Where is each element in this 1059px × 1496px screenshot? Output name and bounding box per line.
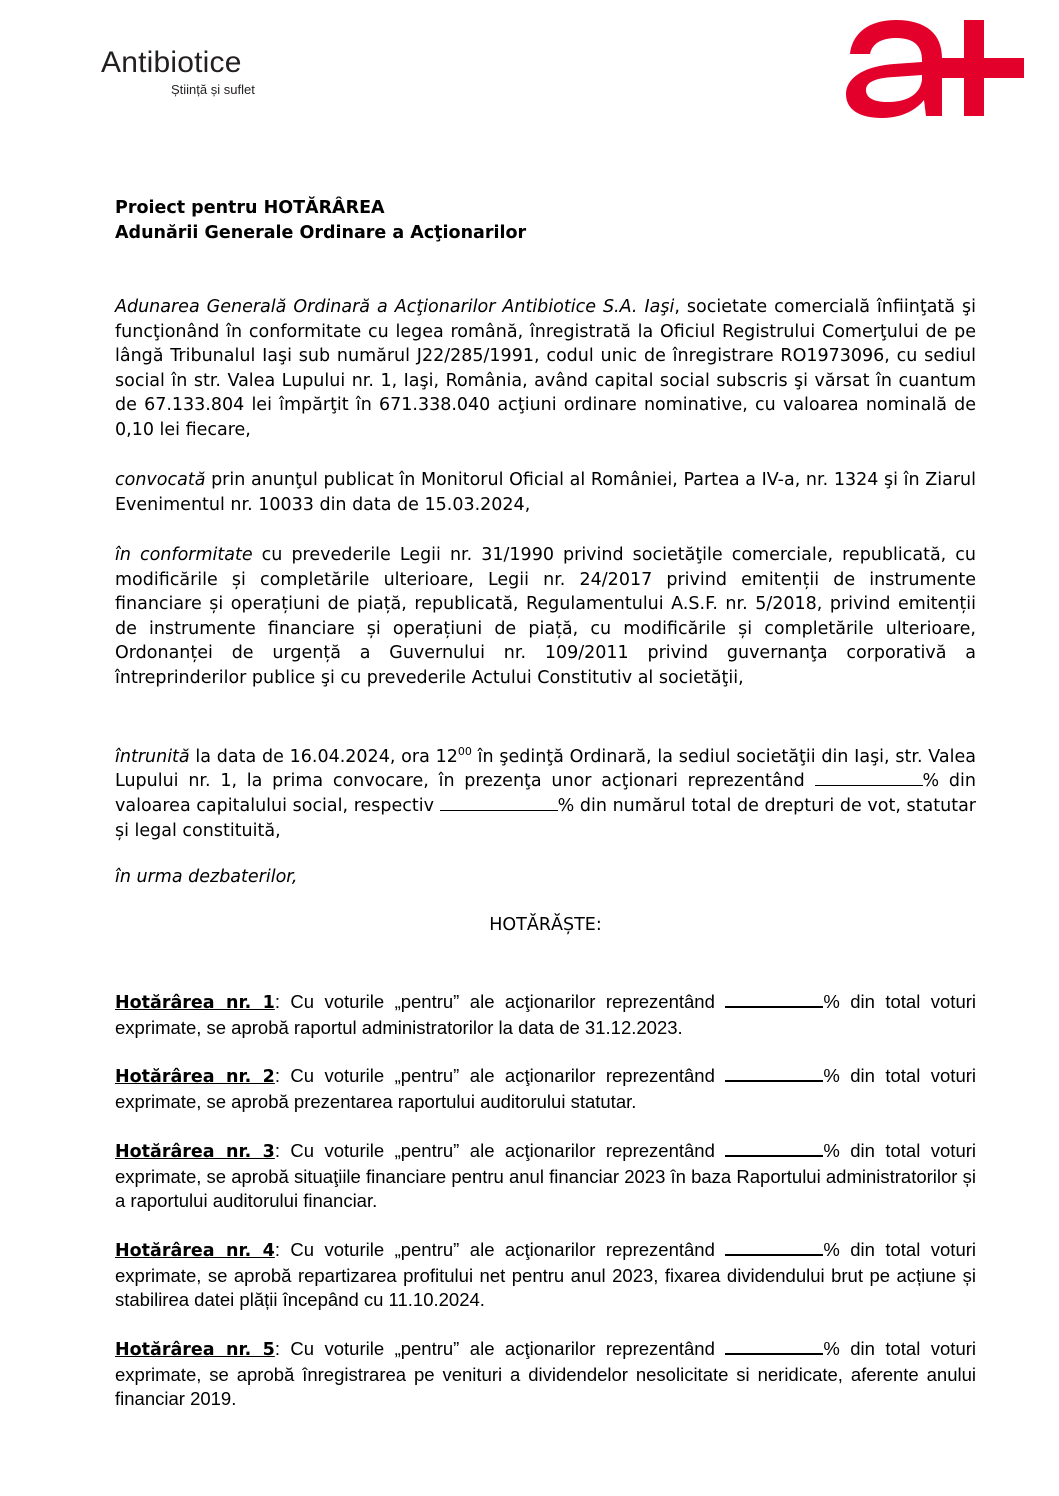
heading-line-2: Adunării Generale Ordinare a Acţionarilor xyxy=(115,223,527,243)
intro-paragraph xyxy=(115,295,976,443)
convocata-text: prin anunţul publicat în Monitorul Oficial al României, Partea a IV-a, nr. 1324 şi în Ziarul Evenimentul nr. 10033 din data de 15.03.2024, xyxy=(115,470,976,515)
resolution-2 xyxy=(115,1063,976,1114)
resolution-5-label: Hotărârea nr. 5 xyxy=(115,1340,275,1360)
resolution-3-pre: : Cu voturile „pentru” ale acţionarilor reprezentând xyxy=(274,1140,726,1161)
intro-lead: Adunarea Generală Ordinară a Acţionarilor Antibiotice S.A. Iaşi xyxy=(115,297,675,317)
intrunita-lead: întrunită xyxy=(115,746,190,767)
conformitate-paragraph xyxy=(115,543,976,691)
resolution-2-label: Hotărârea nr. 2 xyxy=(115,1067,275,1087)
resolution-4-percent-blank[interactable] xyxy=(725,1237,823,1256)
resolution-1 xyxy=(115,989,976,1040)
resolution-1-post: % din total voturi exprimate, se aprobă raportul administratorilor la data de 31.12.2023. xyxy=(115,991,977,1038)
brand-name: Antibiotice xyxy=(101,46,242,79)
resolution-1-percent-blank[interactable] xyxy=(725,989,823,1008)
resolution-4-label: Hotărârea nr. 4 xyxy=(115,1241,275,1261)
voting-rights-percent-blank[interactable] xyxy=(440,794,558,811)
dezbateri-text: în urma dezbaterilor, xyxy=(115,867,298,887)
intro-text: , societate comercială înfiinţată şi funcţionând în conformitate cu legea română, înregistrată la Oficiul Registrului Comerţului de pe lângă Tribunalul Iaşi sub numărul J22/285/1991, codul unic de înregistrare RO1973096, cu sediul social în str. Valea Lupului nr. 1, Iaşi, România, având capital social subscris şi vărsat în cuantum de 67.133.804 lei împărţit în 671.338.040 acţiuni ordinare nominative, cu valoarea nominală de 0,10 lei fiecare, xyxy=(115,297,976,440)
dezbateri-line xyxy=(115,865,976,890)
resolution-5-percent-blank[interactable] xyxy=(725,1336,823,1355)
resolution-3-post: % din total voturi exprimate, se aprobă situaţiile financiare pentru anul financiar 2023 în baza Raportului administratorilor și a raportului auditorului financiar. xyxy=(115,1140,977,1212)
resolution-2-post: % din total voturi exprimate, se aprobă prezentarea raportului auditorului statutar. xyxy=(115,1065,977,1112)
resolution-1-label: Hotărârea nr. 1 xyxy=(115,993,275,1013)
resolution-2-percent-blank[interactable] xyxy=(725,1063,823,1082)
antibiotice-logo xyxy=(101,46,255,97)
hotaraste-heading: HOTĂRĂȘTE: xyxy=(489,915,602,935)
resolution-1-pre: : Cu voturile „pentru” ale acţionarilor reprezentând xyxy=(274,991,726,1012)
intrunita-text-d: % din numărul total de drepturi de vot, statutar și legal constituită, xyxy=(115,796,976,841)
convocata-lead: convocată xyxy=(115,470,206,490)
resolution-3-percent-blank[interactable] xyxy=(725,1138,823,1157)
a-plus-logo-icon xyxy=(846,18,1024,118)
resolution-4-pre: : Cu voturile „pentru” ale acţionarilor reprezentând xyxy=(274,1239,726,1260)
intrunita-text-b: în şedinţă Ordinară, la sediul societăţii din Iaşi, str. Valea Lupului nr. 1, la prima convocare, în prezenţa unor acţionari reprezentând xyxy=(115,746,976,792)
capital-percent-blank[interactable] xyxy=(815,769,923,786)
intrunita-text-c: % din valoarea capitalului social, respectiv xyxy=(115,771,976,817)
brand-tagline: Știință și suflet xyxy=(171,82,255,97)
conformitate-lead: în conformitate xyxy=(115,545,253,565)
resolution-3 xyxy=(115,1138,976,1214)
hour-superscript: 00 xyxy=(457,745,472,758)
resolution-5-pre: : Cu voturile „pentru” ale acţionarilor reprezentând xyxy=(274,1338,726,1359)
resolution-5-post: % din total voturi exprimate, se aprobă înregistrarea pe venituri a dividendelor nesolicitate si neridicate, aferente anului financiar 2019. xyxy=(115,1338,977,1410)
document-heading xyxy=(115,196,526,246)
convocata-paragraph xyxy=(115,468,976,517)
intrunita-paragraph xyxy=(115,740,976,843)
resolution-4-post: % din total voturi exprimate, se aprobă repartizarea profitului net pentru anul 2023, fixarea dividendului brut pe acțiune și stabilirea datei plății începând cu 11.10.2024. xyxy=(115,1239,977,1311)
intrunita-text-a: la data de 16.04.2024, ora 12 xyxy=(189,746,458,767)
heading-line-1: Proiect pentru HOTĂRÂREA xyxy=(115,198,385,218)
conformitate-text: cu prevederile Legii nr. 31/1990 privind societăţile comerciale, republicată, cu modificările și completările ulterioare, Legii nr. 24/2017 privind emitenții de instrumente financiare și operațiuni de piață, republicată, Regulamentului A.S.F. nr. 5/2018, privind emitenții de instrumente financiare și operațiuni de piață, cu modificările și completările ulterioare, Ordonanței de urgență a Guvernului nr. 109/2011 privind guvernanţa corporativă a întreprinderilor publice şi cu prevederile Actului Constitutiv al societăţii, xyxy=(115,545,976,688)
resolution-2-pre: : Cu voturile „pentru” ale acţionarilor reprezentând xyxy=(274,1065,726,1086)
resolution-3-label: Hotărârea nr. 3 xyxy=(115,1142,275,1162)
resolution-5 xyxy=(115,1336,976,1412)
resolution-4 xyxy=(115,1237,976,1313)
